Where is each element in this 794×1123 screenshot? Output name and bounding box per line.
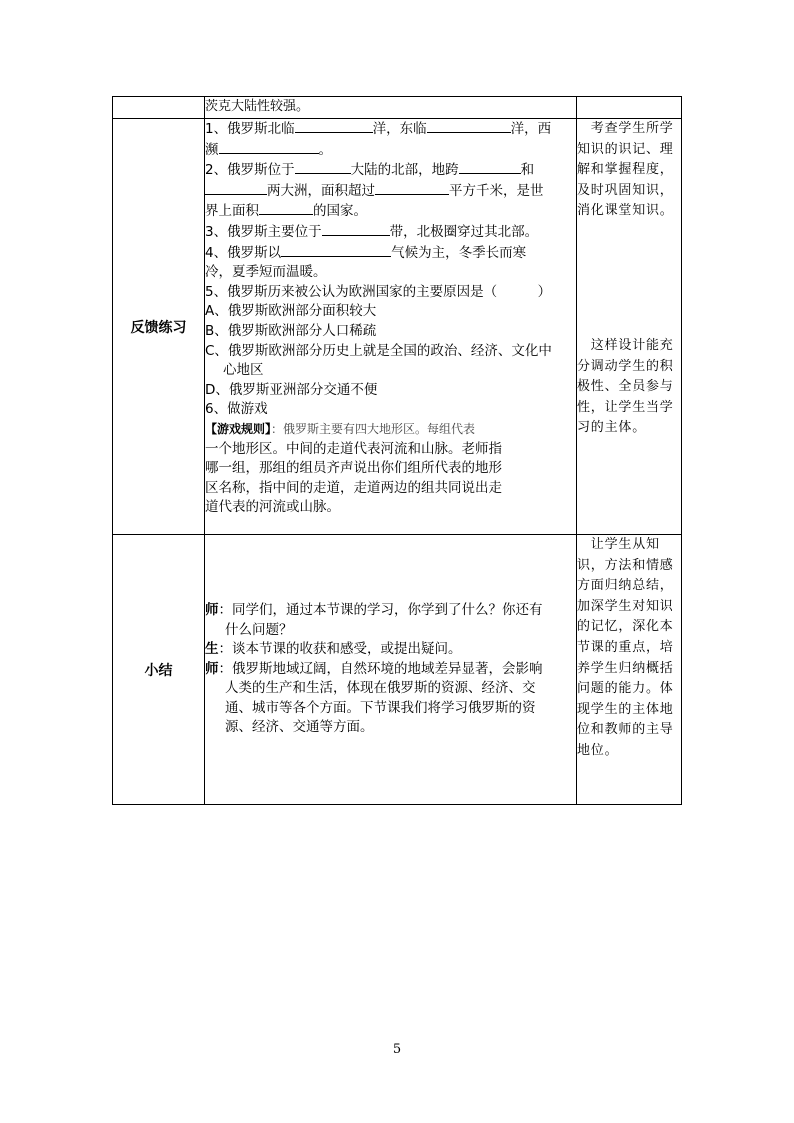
feedback-note-2: 这样设计能充分调动学生的积极性、全员参与性，让学生当学习的主体。 xyxy=(577,337,674,436)
question-1-cont: 濒 。 xyxy=(205,141,332,158)
feedback-content xyxy=(205,119,577,535)
feedback-note-1: 考查学生所学知识的识记、理解和掌握程度，及时巩固知识，消化课堂知识。 xyxy=(577,121,674,219)
summary-note: 让学生从知识，方法和情感方面归纳总结，加深学生对知识的记忆，深化本节课的重点，培养学生归纳概括问题的能力。体现学生的主体地位和教师的主导地位。 xyxy=(577,535,682,805)
teacher-question: 师：同学们，通过本节课的学习，你学到了什么？你还有 xyxy=(205,601,543,618)
summary-row xyxy=(113,535,682,805)
teacher-summary-line: 人类的生产和生活，体现在俄罗斯的资源、经济、交 xyxy=(225,680,536,697)
option-c: C、俄罗斯欧洲部分历史上就是全国的政治、经济、文化中 xyxy=(205,342,552,359)
option-b: B、俄罗斯欧洲部分人口稀疏 xyxy=(205,322,377,339)
question-2-cont: 两大洲，面积超过 平方千米，是世 xyxy=(205,181,576,202)
row-label xyxy=(113,97,205,119)
row-note xyxy=(577,97,682,119)
feedback-notes xyxy=(577,119,682,535)
option-d: D、俄罗斯亚洲部分交通不便 xyxy=(205,381,378,398)
question-3: 3、俄罗斯主要位于 带，北极圈穿过其北部。 xyxy=(205,223,539,240)
question-4: 4、俄罗斯以 气候为主，冬季长而寒 xyxy=(205,244,527,261)
row-content: 茨克大陆性较强。 xyxy=(205,97,577,119)
game-rule-line: 道代表的河流或山脉。 xyxy=(205,499,340,516)
question-4-cont: 冷，夏季短而温暖。 xyxy=(205,264,327,281)
option-c-cont: 心地区 xyxy=(223,362,264,379)
teacher-summary-line: 源、经济、交通等方面。 xyxy=(225,719,374,736)
game-rule-line: 一个地形区。中间的走道代表河流和山脉。老师指 xyxy=(205,440,502,457)
game-rule-line: 区名称，指中间的走道，走道两边的组共同说出走 xyxy=(205,479,502,496)
question-5: 5、俄罗斯历来被公认为欧洲国家的主要原因是（ ） xyxy=(205,283,552,300)
summary-label: 小结 xyxy=(113,535,205,805)
question-2-cont2: 界上面积 的国家。 xyxy=(205,203,367,220)
question-6: 6、做游戏 xyxy=(205,401,268,418)
teacher-summary-line: 通、城市等各个方面。下节课我们将学习俄罗斯的资 xyxy=(225,699,536,716)
table-row xyxy=(113,97,682,119)
game-rule: 【游戏规则】：俄罗斯主要有四大地形区。每组代表 xyxy=(205,421,476,436)
teacher-question-cont: 什么问题？ xyxy=(225,621,293,638)
page-number: 5 xyxy=(392,1042,402,1057)
option-a: A、俄罗斯欧洲部分面积较大 xyxy=(205,303,377,320)
summary-content xyxy=(205,535,577,805)
question-1: 1、俄罗斯北临 洋，东临 洋，西 xyxy=(205,121,552,137)
game-rule-line: 哪一组，那组的组员齐声说出你们组所代表的地形 xyxy=(205,460,502,477)
feedback-row xyxy=(113,119,682,535)
teacher-summary: 师：俄罗斯地域辽阔，自然环境的地域差异显著，会影响 xyxy=(205,660,543,677)
lesson-table xyxy=(112,96,682,805)
feedback-label: 反馈练习 xyxy=(113,119,205,535)
question-2: 2、俄罗斯位于 大陆的北部，地跨 和 xyxy=(205,162,535,179)
student-answer: 生：谈本节课的收获和感受，或提出疑问。 xyxy=(205,641,462,658)
